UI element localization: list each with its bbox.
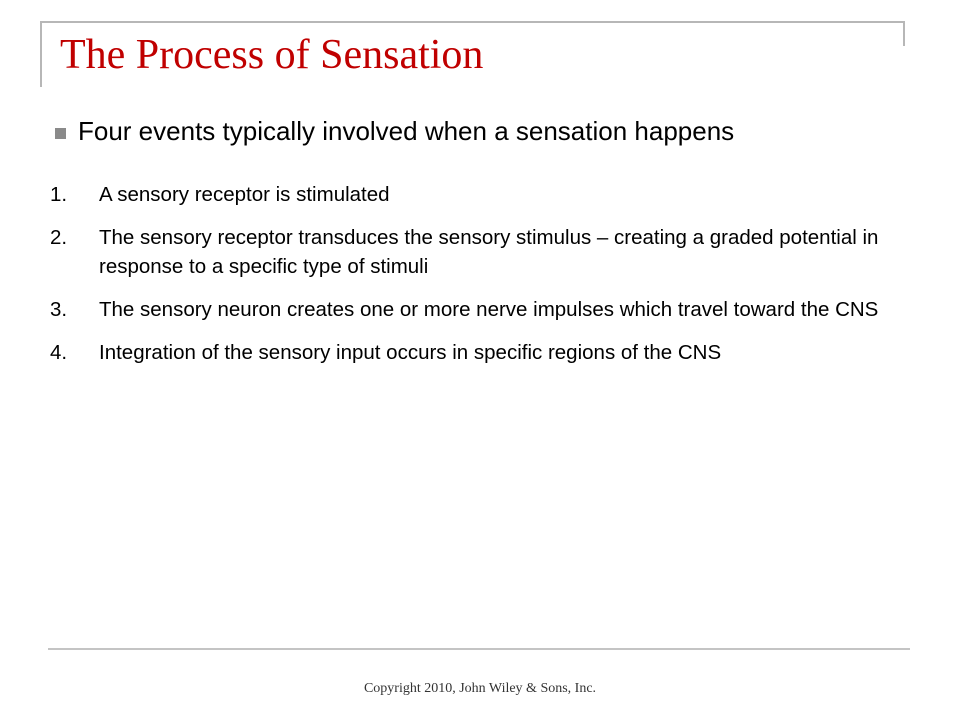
list-item-number: 3. <box>50 298 68 321</box>
list-item-number: 4. <box>50 341 68 364</box>
list-item-number: 2. <box>50 226 68 249</box>
title-frame-right-line <box>903 21 905 46</box>
list-item-text: The sensory receptor transduces the sensory stimulus – creating a graded potential in response to a specific type of stimuli <box>99 226 879 278</box>
list-item-text: The sensory neuron creates one or more nerve impulses which travel toward the CNS <box>99 298 879 321</box>
footer-divider <box>48 648 910 650</box>
list-item-text: A sensory receptor is stimulated <box>99 183 390 206</box>
main-bullet <box>55 116 734 147</box>
list-item <box>50 295 920 324</box>
list-item <box>50 223 920 281</box>
list-item-number: 1. <box>50 183 68 206</box>
main-bullet-text: Four events typically involved when a sensation happens <box>78 116 735 146</box>
list-item-text: Integration of the sensory input occurs in specific regions of the CNS <box>99 341 722 364</box>
title-frame-left-line <box>40 21 42 87</box>
list-item <box>50 180 920 209</box>
footer-copyright: Copyright 2010, John Wiley & Sons, Inc. <box>363 681 597 696</box>
title-frame-top-line <box>40 21 905 23</box>
numbered-list <box>50 180 920 381</box>
list-item <box>50 338 920 367</box>
slide-title: The Process of Sensation <box>60 32 484 78</box>
square-bullet-icon <box>55 128 66 139</box>
